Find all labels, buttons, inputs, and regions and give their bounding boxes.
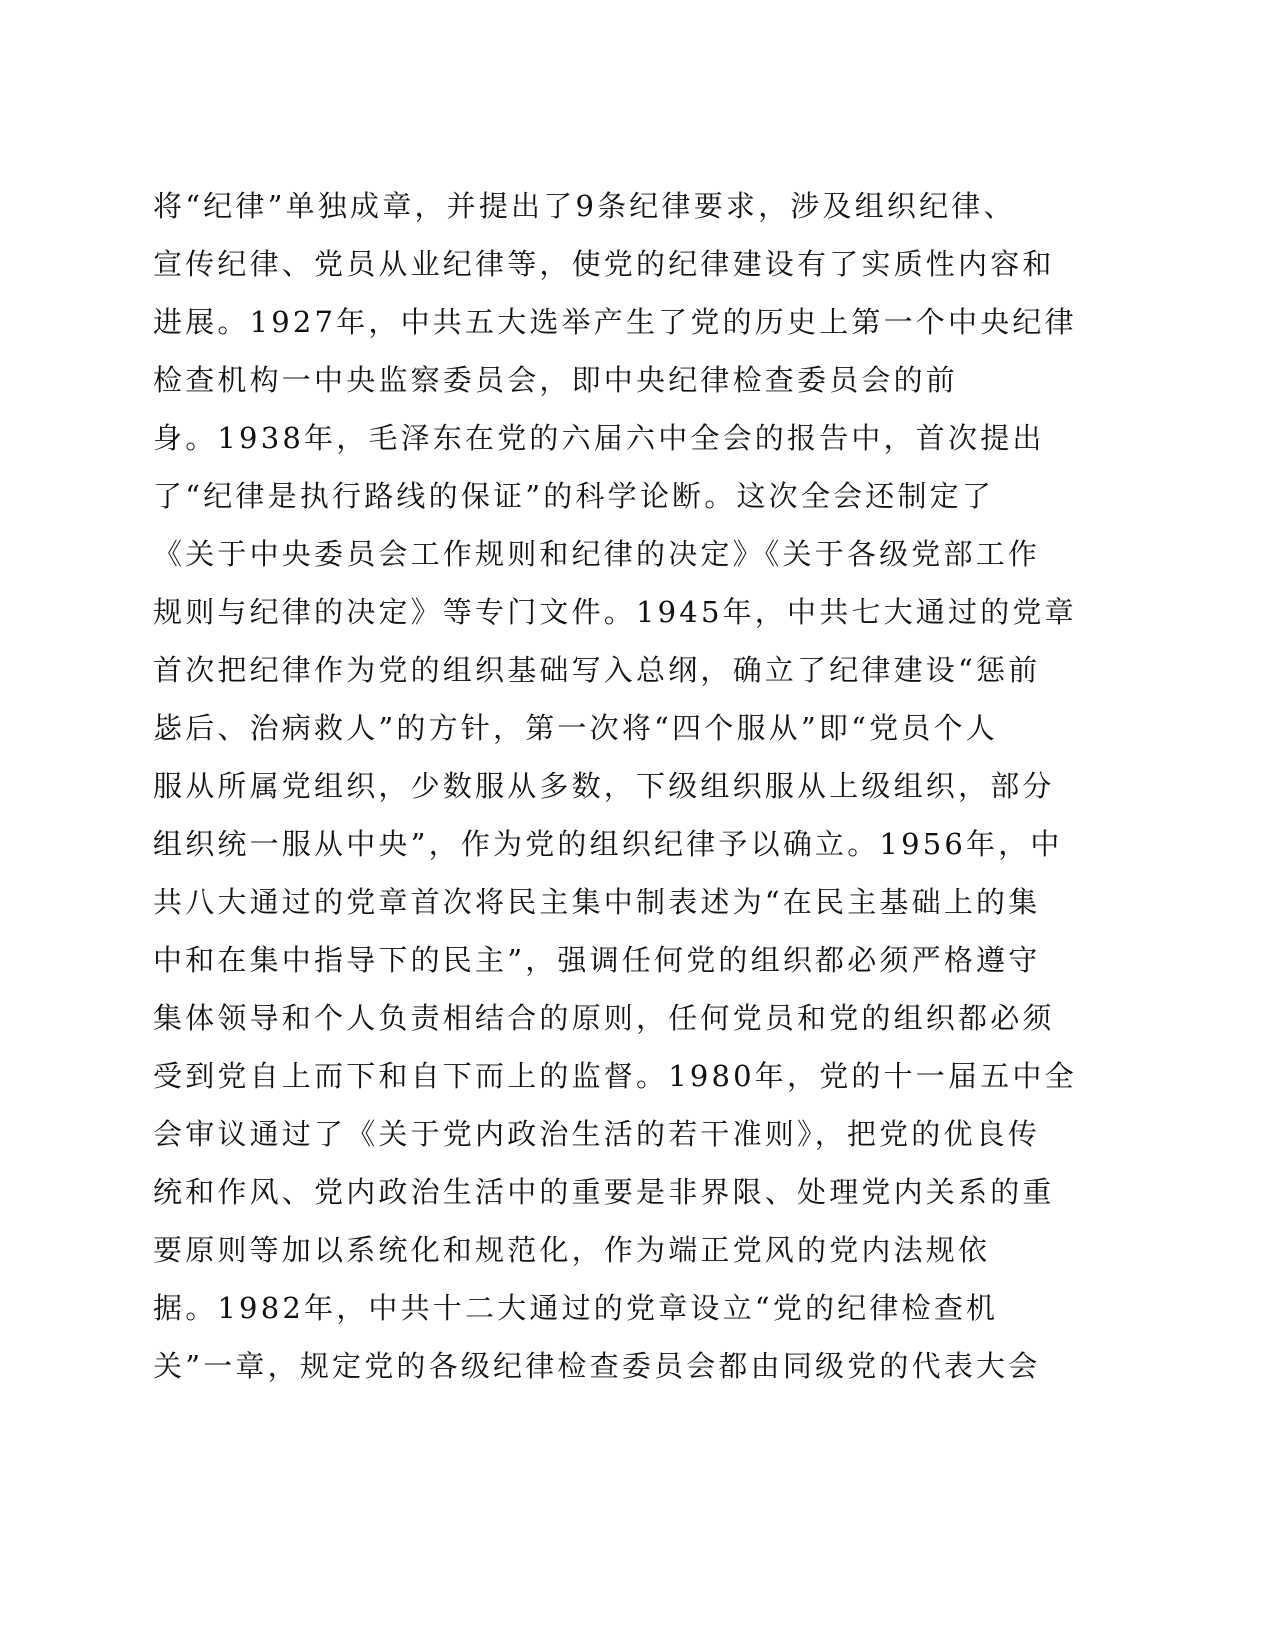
text-line-10: 毖后、治病救人”的方针，第一次将“四个服从”即“党员个人: [153, 711, 998, 745]
text-line-20: 据。1982年，中共十二大通过的党章设立“党的纪律检查机: [153, 1291, 999, 1325]
text-line-8: 规则与纪律的决定》等专门文件。1945年，中共七大通过的党章: [153, 595, 1077, 629]
text-line-15: 集体领导和个人负责相结合的原则，任何党员和党的组织都必须: [153, 1001, 1055, 1035]
text-line-2: 宣传纪律、党员从业纪律等，使党的纪律建设有了实质性内容和: [153, 247, 1055, 281]
body-text: [153, 177, 1113, 1395]
text-line-16: 受到党自上而下和自下而上的监督。1980年，党的十一届五中全: [153, 1059, 1077, 1093]
text-line-6: 了“纪律是执行路线的保证”的科学论断。这次全会还制定了: [153, 479, 995, 513]
text-line-9: 首次把纪律作为党的组织基础写入总纲，确立了纪律建设“惩前: [153, 653, 1041, 687]
text-line-11: 服从所属党组织，少数服从多数，下级组织服从上级组织，部分: [153, 769, 1055, 803]
text-line-4: 检查机构一中央监察委员会，即中央纪律检查委员会的前: [153, 363, 959, 397]
text-line-14: 中和在集中指导下的民主”，强调任何党的组织都必须严格遵守: [153, 943, 1041, 977]
text-line-7: 《关于中央委员会工作规则和纪律的决定》《关于各级党部工作: [153, 537, 1041, 571]
text-line-19: 要原则等加以系统化和规范化，作为端正党风的党内法规依: [153, 1233, 991, 1267]
text-line-12: 组织统一服从中央”，作为党的组织纪律予以确立。1956年，中: [153, 827, 1063, 861]
text-line-18: 统和作风、党内政治生活中的重要是非界限、处理党内关系的重: [153, 1175, 1055, 1209]
text-line-3: 进展。1927年，中共五大选举产生了党的历史上第一个中央纪律: [153, 305, 1077, 339]
text-line-1: 将“纪律”单独成章，并提出了9条纪律要求，涉及组织纪律、: [153, 189, 1016, 223]
text-line-17: 会审议通过了《关于党内政治生活的若干准则》，把党的优良传: [153, 1117, 1041, 1151]
text-line-5: 身。1938年，毛泽东在党的六届六中全会的报告中，首次提出: [153, 421, 1045, 455]
text-line-13: 共八大通过的党章首次将民主集中制表述为“在民主基础上的集: [153, 885, 1041, 919]
text-line-21: 关”一章，规定党的各级纪律检查委员会都由同级党的代表大会: [153, 1349, 1041, 1383]
